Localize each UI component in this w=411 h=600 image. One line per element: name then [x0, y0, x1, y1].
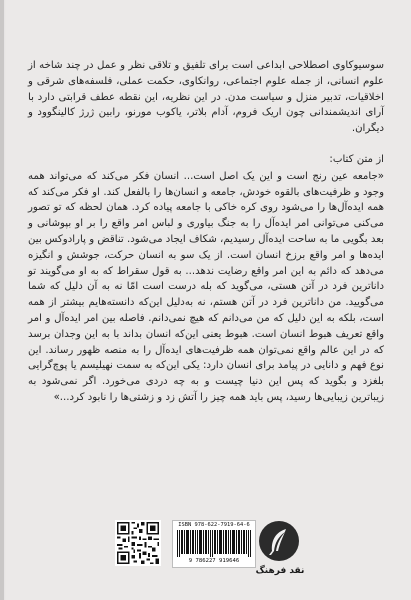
barcode-label	[172, 520, 256, 568]
barcode-number: 9 786227 919646	[188, 558, 240, 564]
publisher-name: نقد فرهنگ	[255, 566, 305, 576]
intro-paragraph: سوسیوکاوی اصطلاحی ابداعی است برای تلفیق و تلاقی نظر و عمل در چند شاخه از علوم انسانی، از جمله علوم اجتماعی، روانکاوی، حکمت عملی، فلسفه‌های شرقی و اخلاقیات، تدبیر منزل و سیاست مدن. در این نظریه، این نقطه عطف قرابتی دارد با آرای اندیشمندانی چون اریک فروم، آدام بلاتر، یاکوب مورنو، رابین ژرژ کالینگوود و دیگران.	[28, 60, 384, 135]
isbn-text: ISBN 978-622-7919-64-6	[178, 522, 250, 528]
quill-feather-icon	[258, 520, 300, 562]
spine-edge	[0, 0, 4, 600]
qr-code-icon	[115, 520, 161, 566]
blurb-text	[28, 58, 384, 406]
excerpt-paragraph: «جامعه عین رنج است و این یک اصل است... انسان فکر می‌کند که می‌تواند همه وجود و ظرفیت‌های بالقوه خودش، جامعه و انسان‌ها را بالفعل کند. او فکر می‌کند که همه ایده‌آل‌ها را می‌شود روی کره خاکی با جامعه پیاده کرد. همان لحظه که تو تصور می‌کنی می‌توانی امر ایده‌آل را به جنگ بیاوری و لباس امر واقع را بر او بپوشانی و بعد بگویی ما به ساحت ایده‌آل رسیدیم، شکاف ایجاد می‌شود. تناقض و پارادوکس بین ایده‌ها و امر واقع برزخ انسان است. از یک سو به انسان حرکت، جوشش و انگیزه می‌دهد که دائم به این امر واقع رضایت ندهد... به قول سقراط که به او می‌گویند تو داناترین فرد در آتن هستی، می‌گوید که بله درست است امّا نه به آن دلیل که شما می‌گویید. من داناترین فرد در آتن هستم، نه به‌دلیل این‌که دانسته‌هایم بیشتر از همه است، بلکه به این دلیل که من می‌دانم که هیچ نمی‌دانم. فاصله بین امر ایده‌آل و امر واقع تعریف هبوط انسان است. هبوط یعنی این‌که انسان بداند با به این وجدان برسد که در این عالم واقع نمی‌توان همه ظرفیت‌های ایده‌آل را به منصه ظهور رساند. این نوع فهم و دانایی در پیامد برای انسان دارد: یکی این‌که به سمت نهیلیسم یا پوچ‌گرایی بلغزد و بگوید که پس این دنیا چیست و به چه دردی می‌خورد. اگر نمی‌شود به زیباترین زیبایی‌ها رسید، پس باید همه چیز را آتش زد و زشتی‌ها را نابود کرد...»	[28, 170, 384, 403]
excerpt-heading: از متن کتاب:	[329, 153, 384, 165]
barcode-icon	[177, 530, 251, 557]
